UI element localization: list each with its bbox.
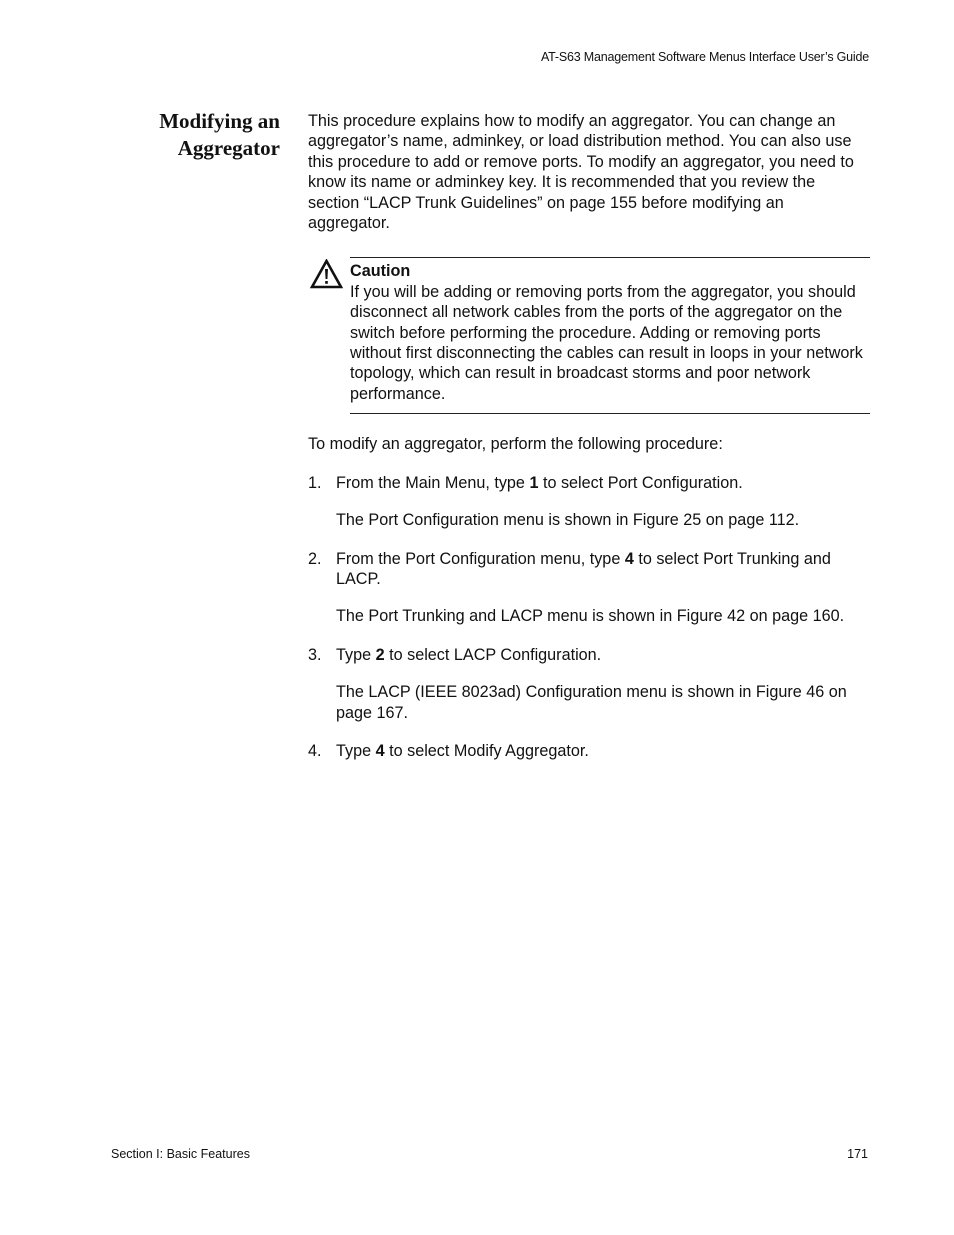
procedure-intro: To modify an aggregator, perform the following procedure: <box>308 435 723 454</box>
step-key: 4 <box>375 741 385 760</box>
step-2 <box>308 549 870 627</box>
procedure-steps <box>308 473 870 762</box>
step-note: The Port Trunking and LACP menu is shown in Figure 42 on page 160. <box>336 607 845 626</box>
caution-text: If you will be adding or removing ports from the aggregator, you should disconnect all network cables from the ports of the aggregator on the switch before performing the procedure. Adding or removing ports without first disconnecting the cables can result in loops in your network topology, which can result in broadcast storms and poor network performance. <box>350 282 863 403</box>
section-body <box>308 111 870 761</box>
page-number: 171 <box>847 1147 868 1161</box>
step-note: The LACP (IEEE 8023ad) Configuration menu is shown in Figure 46 on page 167. <box>336 683 847 722</box>
step-instruction: Type 2 to select LACP Configuration. <box>336 645 602 664</box>
step-3 <box>308 645 870 723</box>
step-4 <box>308 741 870 761</box>
step-number: 4. <box>308 741 322 760</box>
intro-paragraph: This procedure explains how to modify an aggregator. You can change an aggregator’s name, adminkey, or load distribution method. You can also use this procedure to add or remove ports. To modify an aggregator, you need to know its name or adminkey key. It is recommended that you review the section “LACP Trunk Guidelines” on page 155 before modifying an aggregator. <box>308 112 854 233</box>
step-key: 4 <box>624 549 634 568</box>
step-number: 2. <box>308 549 322 568</box>
step-instruction: From the Main Menu, type 1 to select Port Configuration. <box>336 473 743 492</box>
step-key: 1 <box>529 473 539 492</box>
step-instruction: Type 4 to select Modify Aggregator. <box>336 741 589 760</box>
step-key: 2 <box>375 645 385 664</box>
section-heading-line-1: Modifying an <box>159 109 280 133</box>
step-number: 1. <box>308 473 322 492</box>
warning-triangle-icon <box>310 259 343 289</box>
caution-title: Caution <box>350 262 411 281</box>
step-instruction: From the Port Configuration menu, type 4 to select Port Trunking and LACP. <box>336 549 831 588</box>
section-heading-line-2: Aggregator <box>177 136 280 160</box>
step-1 <box>308 473 870 531</box>
caution-note <box>308 257 870 414</box>
section-heading <box>110 108 280 162</box>
step-note: The Port Configuration menu is shown in Figure 25 on page 112. <box>336 511 800 530</box>
running-header: AT-S63 Management Software Menus Interface User’s Guide <box>540 50 869 64</box>
step-number: 3. <box>308 645 322 664</box>
footer-section-label: Section I: Basic Features <box>111 1147 250 1161</box>
